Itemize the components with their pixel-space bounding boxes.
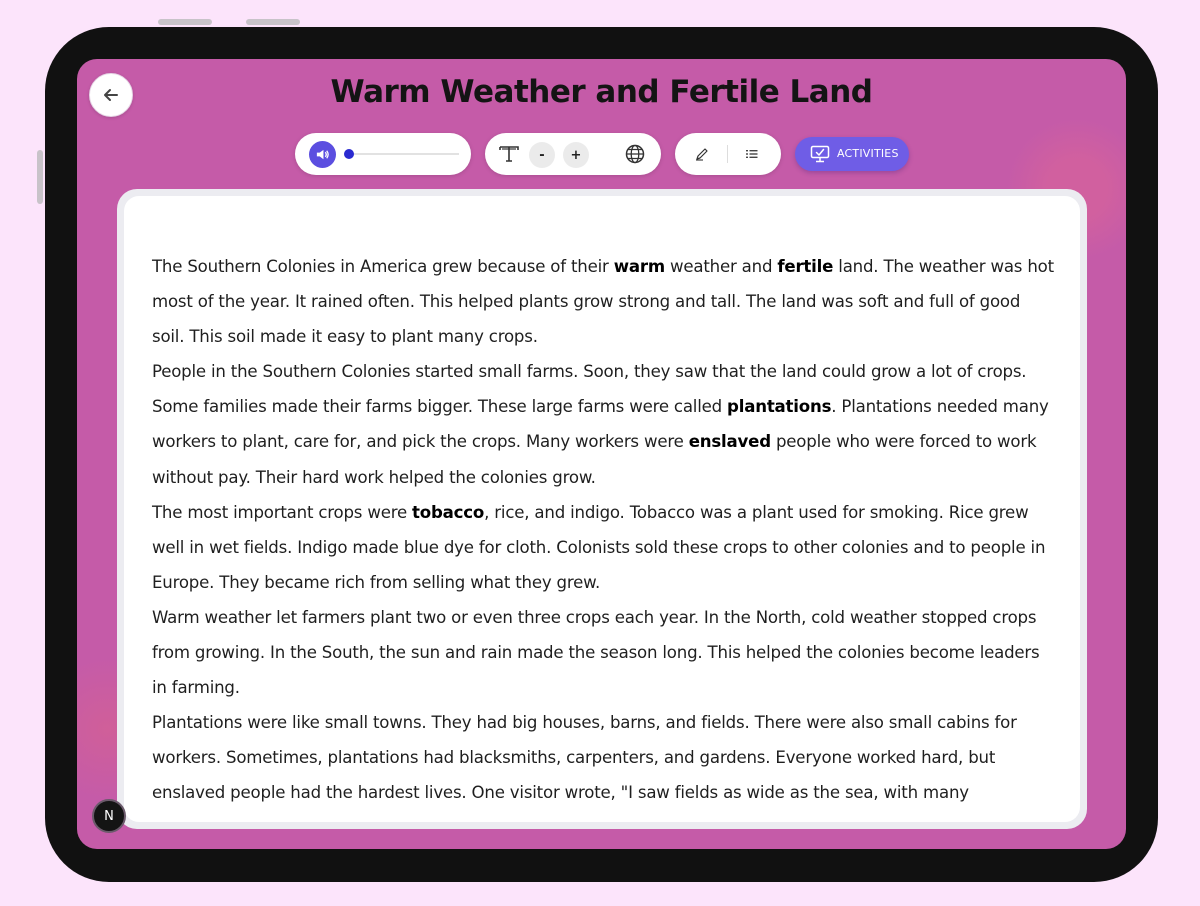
article-paragraph: Plantations were like small towns. They had big houses, barns, and fields. There were also small cabins for workers. Sometimes, plantations had blacksmiths, carpenters, and gardens. Everyone worked hard, but enslaved people had the hardest lives. One visitor wrote, "I saw fields as wide as the sea, with many — [152, 713, 1017, 803]
page-title: Warm Weather and Fertile Land — [330, 74, 873, 110]
font-icon[interactable] — [497, 143, 521, 165]
article-paragraph: People in the Southern Colonies started small farms. Soon, they saw that the land could grow a lot of crops. Some families made their farms bigger. These large farms were called plantations. Plantations needed many workers to plant, care for, and pick the crops. Many workers were enslaved people who were forced to work without pay. Their hard work helped the colonies grow. — [152, 362, 1049, 487]
next-devtools-badge[interactable]: N — [92, 799, 126, 833]
vocab-term[interactable]: plantations — [727, 397, 832, 417]
device-side-button — [37, 150, 43, 204]
vocab-term[interactable]: tobacco — [412, 502, 485, 522]
globe-icon[interactable] — [623, 143, 647, 165]
audio-play-button[interactable] — [309, 141, 336, 168]
activities-button[interactable] — [795, 137, 909, 171]
app-screen — [77, 59, 1126, 849]
audio-progress-knob[interactable] — [344, 149, 354, 159]
reading-content[interactable] — [124, 196, 1080, 822]
text-settings — [485, 133, 661, 175]
activities-label: ACTIVITIES — [837, 147, 899, 160]
reading-panel — [117, 189, 1087, 829]
text-size-increase-button[interactable]: + — [563, 142, 589, 168]
presentation-icon — [809, 144, 831, 164]
audio-progress-track[interactable] — [347, 153, 459, 155]
reading-tools — [675, 133, 781, 175]
list-icon[interactable] — [743, 145, 761, 163]
article-paragraph: The most important crops were tobacco, rice, and indigo. Tobacco was a plant used for smoking. Rice grew well in wet fields. Indigo made blue dye for cloth. Colonists sold these crops to other colonies and to people in Europe. They became rich from selling what they grew. — [152, 502, 1046, 592]
speaker-icon — [315, 147, 330, 162]
vocab-term[interactable]: fertile — [777, 257, 834, 276]
pencil-icon[interactable] — [693, 145, 711, 163]
tools-divider — [727, 145, 728, 163]
article-paragraph: Warm weather let farmers plant two or even three crops each year. In the North, cold weather stopped crops from growing. In the South, the sun and rain made the season long. This helped the colonies become leaders in farming. — [152, 607, 1040, 698]
text-size-decrease-button[interactable]: - — [529, 142, 555, 168]
tablet-frame — [45, 27, 1158, 882]
device-power-button — [246, 19, 300, 25]
vocab-term[interactable]: enslaved — [688, 432, 771, 452]
article-paragraph: The Southern Colonies in America grew because of their warm weather and fertile land. The weather was hot most of the year. It rained often. This helped plants grow strong and tall. The land was soft and full of good soil. This soil made it easy to plant many crops. — [152, 257, 1054, 347]
audio-player — [295, 133, 471, 175]
article-body — [152, 249, 1057, 811]
vocab-term[interactable]: warm — [613, 257, 665, 276]
device-volume-button — [158, 19, 212, 25]
